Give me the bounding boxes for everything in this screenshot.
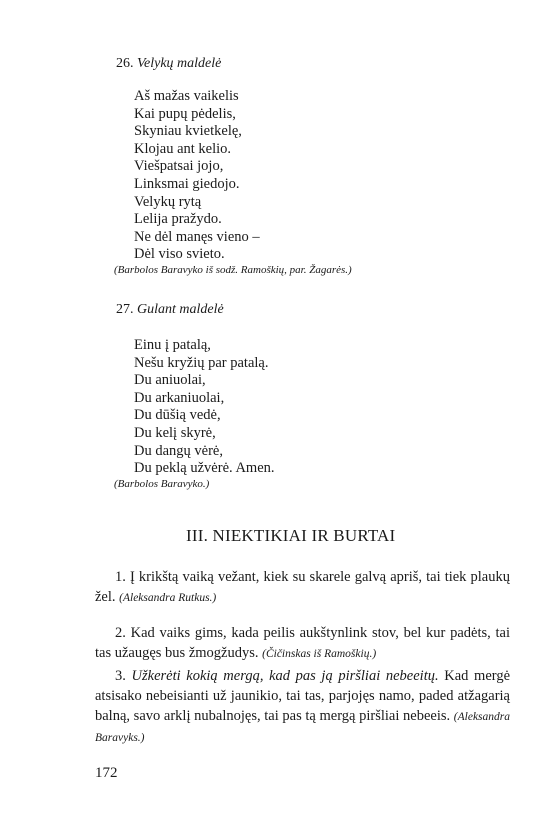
page-number: 172 — [95, 765, 118, 781]
item-text: 2. Kad vaiks gims, kada peilis aukštynlink stov, bel kur padėts, tai tas užaugęs bus žmogžudys. — [95, 625, 510, 661]
verse-line: Linksmai giedojo. — [134, 175, 240, 192]
poem-number: 26. — [116, 56, 134, 71]
poem-verse — [134, 88, 260, 264]
item-number: 3. — [115, 668, 126, 684]
poem-heading — [116, 56, 221, 72]
poem-heading — [116, 302, 224, 318]
verse-line: Viešpatsai jojo, — [134, 158, 224, 175]
poem-source: (Barbolos Baravyko.) — [114, 478, 210, 490]
verse-line: Nešu kryžių par patalą. — [134, 354, 269, 371]
item-source: (Aleksandra Baravyks.) — [95, 711, 511, 744]
verse-line: Du dangų vėrė, — [134, 442, 223, 459]
verse-line: Skyniau kvietkelę, — [134, 123, 242, 140]
item-text: Kad mergė atsisako nebeisianti už jaunikio, tai tas, parjojęs namo, paded atžagarią balną, savo arklį nubalnojęs, tai pas tą mergą piršliai nebeeis. — [95, 668, 511, 724]
item-source: (Čičinskas iš Ramoškių.) — [262, 648, 377, 660]
item-italic-heading: Užkerėti kokią mergą, kad pas ją piršliai nebeeitų. — [131, 668, 439, 684]
verse-line: Du arkaniuolai, — [134, 389, 225, 406]
verse-line: Du kelį skyrė, — [134, 424, 216, 441]
verse-line: Velykų rytą — [134, 193, 202, 210]
verse-line: Einu į patalą, — [134, 337, 211, 353]
verse-line: Ne dėl manęs vieno – — [134, 228, 260, 245]
poem-title: Gulant maldelė — [137, 302, 224, 317]
verse-line: Du dūšią vedė, — [134, 407, 221, 424]
item-source: (Aleksandra Rutkus.) — [119, 592, 217, 604]
item-text: 1. Į krikštą vaiką vežant, kiek su skarele galvą apriš, tai tiek plaukų žel. — [95, 569, 510, 605]
item-paragraph — [95, 623, 510, 664]
verse-line: Lelija pražydo. — [134, 211, 222, 228]
verse-line: Du peklą užvėrė. Amen. — [134, 460, 275, 477]
verse-line: Du aniuolai, — [134, 372, 206, 389]
section-title: III. NIEKTIKIAI IR BURTAI — [186, 526, 396, 545]
verse-line: Klojau ant kelio. — [134, 140, 232, 157]
verse-line: Kai pupų pėdelis, — [134, 105, 236, 122]
poem-source: (Barbolos Baravyko iš sodž. Ramoškių, par. Žagarės.) — [114, 264, 352, 276]
poem-title: Velykų maldelė — [137, 56, 222, 71]
item-paragraph — [95, 567, 510, 608]
poem-number: 27. — [116, 302, 134, 317]
verse-line: Aš mažas vaikelis — [134, 88, 239, 104]
poem-verse — [134, 337, 275, 478]
verse-line: Dėl viso svieto. — [134, 246, 225, 263]
item-paragraph — [95, 666, 510, 748]
